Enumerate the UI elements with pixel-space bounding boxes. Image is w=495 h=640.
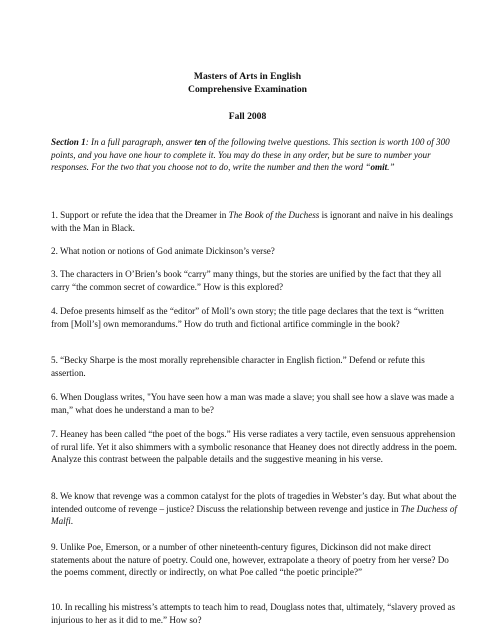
question-text: 6. When Douglass writes, "You have seen how a man was made a slave; you shall see how a slave was made a man,” what does he understand a man to be? xyxy=(51,392,455,415)
instructions-ten: ten xyxy=(194,137,207,147)
instructions-part-3: .” xyxy=(387,162,395,173)
question-text: 8. We know that revenge was a common catalyst for the plots of tragedies in Webster’s day. But what about the intended outcome of revenge – justice? Discuss the relationship between revenge and justice in xyxy=(51,491,457,514)
question-8 xyxy=(51,490,459,528)
question-4 xyxy=(51,305,459,330)
question-text: is ignorant and naïve in his dealings with the Man in Black. xyxy=(51,210,453,233)
question-text: 3. The characters in O’Brien’s book “carry” many things, but the stories are unified by the fact that they all carry “the common secret of cowardice.” How is this explored? xyxy=(51,269,442,292)
section-instructions xyxy=(51,136,456,174)
question-text: 9. Unlike Poe, Emerson, or a number of other nineteenth-century figures, Dickinson did not make direct statements about the nature of poetry. Could one, however, extrapolate a theory of poetry from her verse? Do the poems comment, directly or indirectly, on what Poe called “the poetic principle?” xyxy=(51,542,449,578)
question-5 xyxy=(51,354,459,379)
work-title: The Duchess of Malfi xyxy=(51,503,457,527)
question-6 xyxy=(51,391,459,416)
question-text: 5. “Becky Sharpe is the most morally reprehensible character in English fiction.” Defend or refute this assertion. xyxy=(51,355,425,378)
question-10 xyxy=(51,601,459,626)
exam-title: Comprehensive Examination xyxy=(188,84,307,95)
instructions-omit: omit xyxy=(370,162,388,173)
instructions-part-1: : In a full paragraph, answer xyxy=(85,137,195,147)
question-1 xyxy=(51,209,459,234)
work-title: The Book of the Duchess xyxy=(228,210,320,220)
question-9 xyxy=(51,541,459,579)
question-text: 7. Heaney has been called “the poet of the bogs.” His verse radiates a very tactile, even sensuous apprehension of rural life. Yet it also shimmers with a symbolic resonance that Heaney does not directly address in the poem. Analyze this contrast between the palpable details and the suggestive meaning in his verse. xyxy=(51,429,457,465)
question-text: 2. What notion or notions of God animate Dickinson’s verse? xyxy=(51,246,275,256)
question-text: 4. Defoe presents himself as the “editor” of Moll’s own story; the title page declares that the text is “written from [Moll’s] own memorandums.” How do truth and fictional artifice commingle in the book? xyxy=(51,306,444,329)
question-text: . xyxy=(70,516,74,527)
question-text: 10. In recalling his mistress’s attempts to teach him to read, Douglass notes that, ultimately, “slavery proved as injurious to her as it did to me.” How so? xyxy=(51,602,456,625)
exam-term: Fall 2008 xyxy=(228,111,267,122)
section-label: Section 1 xyxy=(51,137,86,147)
question-2 xyxy=(51,245,459,258)
question-3 xyxy=(51,268,459,293)
instructions-part-2: of the following twelve questions. This section is worth 100 of 300 points, and you have one hour to complete it. You may do these in any order, but be sure to number your responses. For the two that you choose not to do, write the number and then the word “ xyxy=(51,137,450,173)
program-title: Masters of Arts in English xyxy=(193,71,302,82)
question-text: 1. Support or refute the idea that the Dreamer in xyxy=(51,210,229,220)
question-7 xyxy=(51,428,459,466)
